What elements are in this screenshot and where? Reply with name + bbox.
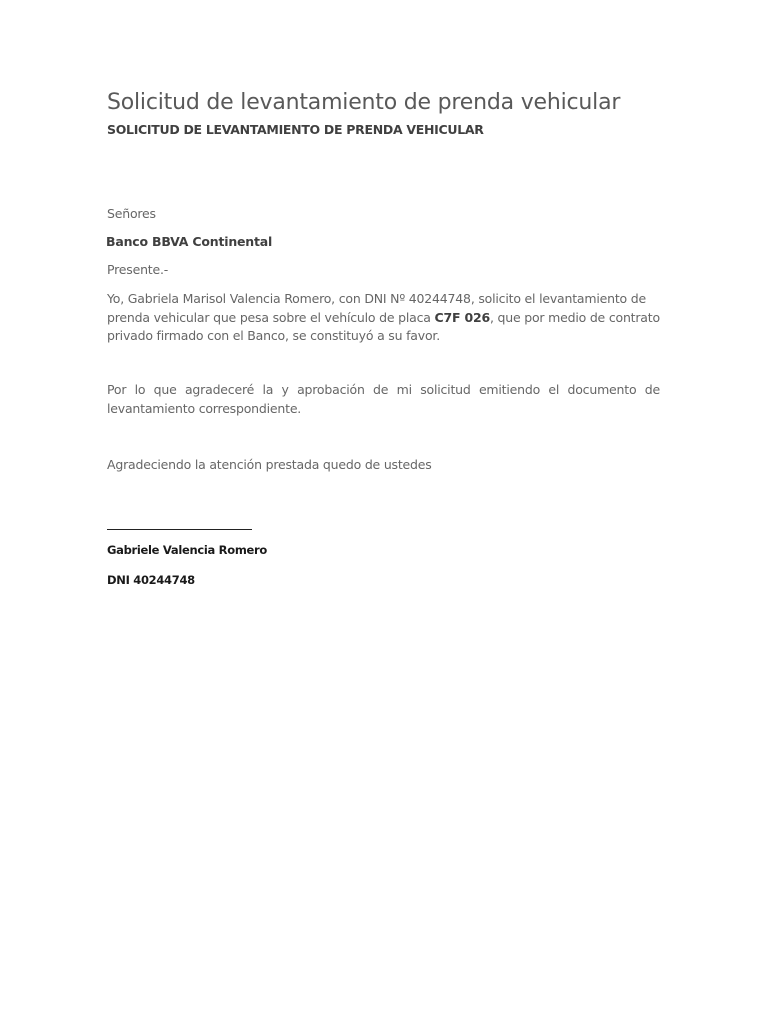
signature-line bbox=[107, 529, 252, 530]
approval-line-1: Por lo que agradeceré la y aprobación de mi solicitud emitiendo el documento de bbox=[107, 382, 660, 397]
document-title: Solicitud de levantamiento de prenda vehicular bbox=[107, 90, 621, 115]
presente-line: Presente.- bbox=[107, 262, 169, 277]
document-subtitle: SOLICITUD DE LEVANTAMIENTO DE PRENDA VEHICULAR bbox=[107, 122, 484, 137]
signatory-name: Gabriele Valencia Romero bbox=[107, 543, 267, 557]
vehicle-plate: C7F 026 bbox=[434, 309, 490, 325]
approval-paragraph bbox=[107, 381, 660, 418]
closing-line: Agradeciendo la atención prestada quedo de ustedes bbox=[107, 457, 432, 472]
recipient-name: Banco BBVA Continental bbox=[106, 234, 273, 249]
salutation: Señores bbox=[107, 206, 156, 221]
request-text-end: , que por medio de contrato privado firmado con el Banco, se constituyó a su favor. bbox=[107, 309, 660, 343]
approval-line-2: levantamiento correspondiente. bbox=[107, 400, 302, 416]
request-text-start: Yo, Gabriela Marisol Valencia Romero, con DNI Nº 40244748, solicito el levantamiento de prenda vehicular que pesa sobre el vehículo de placa bbox=[107, 291, 646, 325]
request-paragraph bbox=[107, 290, 660, 346]
signatory-dni: DNI 40244748 bbox=[107, 573, 195, 587]
